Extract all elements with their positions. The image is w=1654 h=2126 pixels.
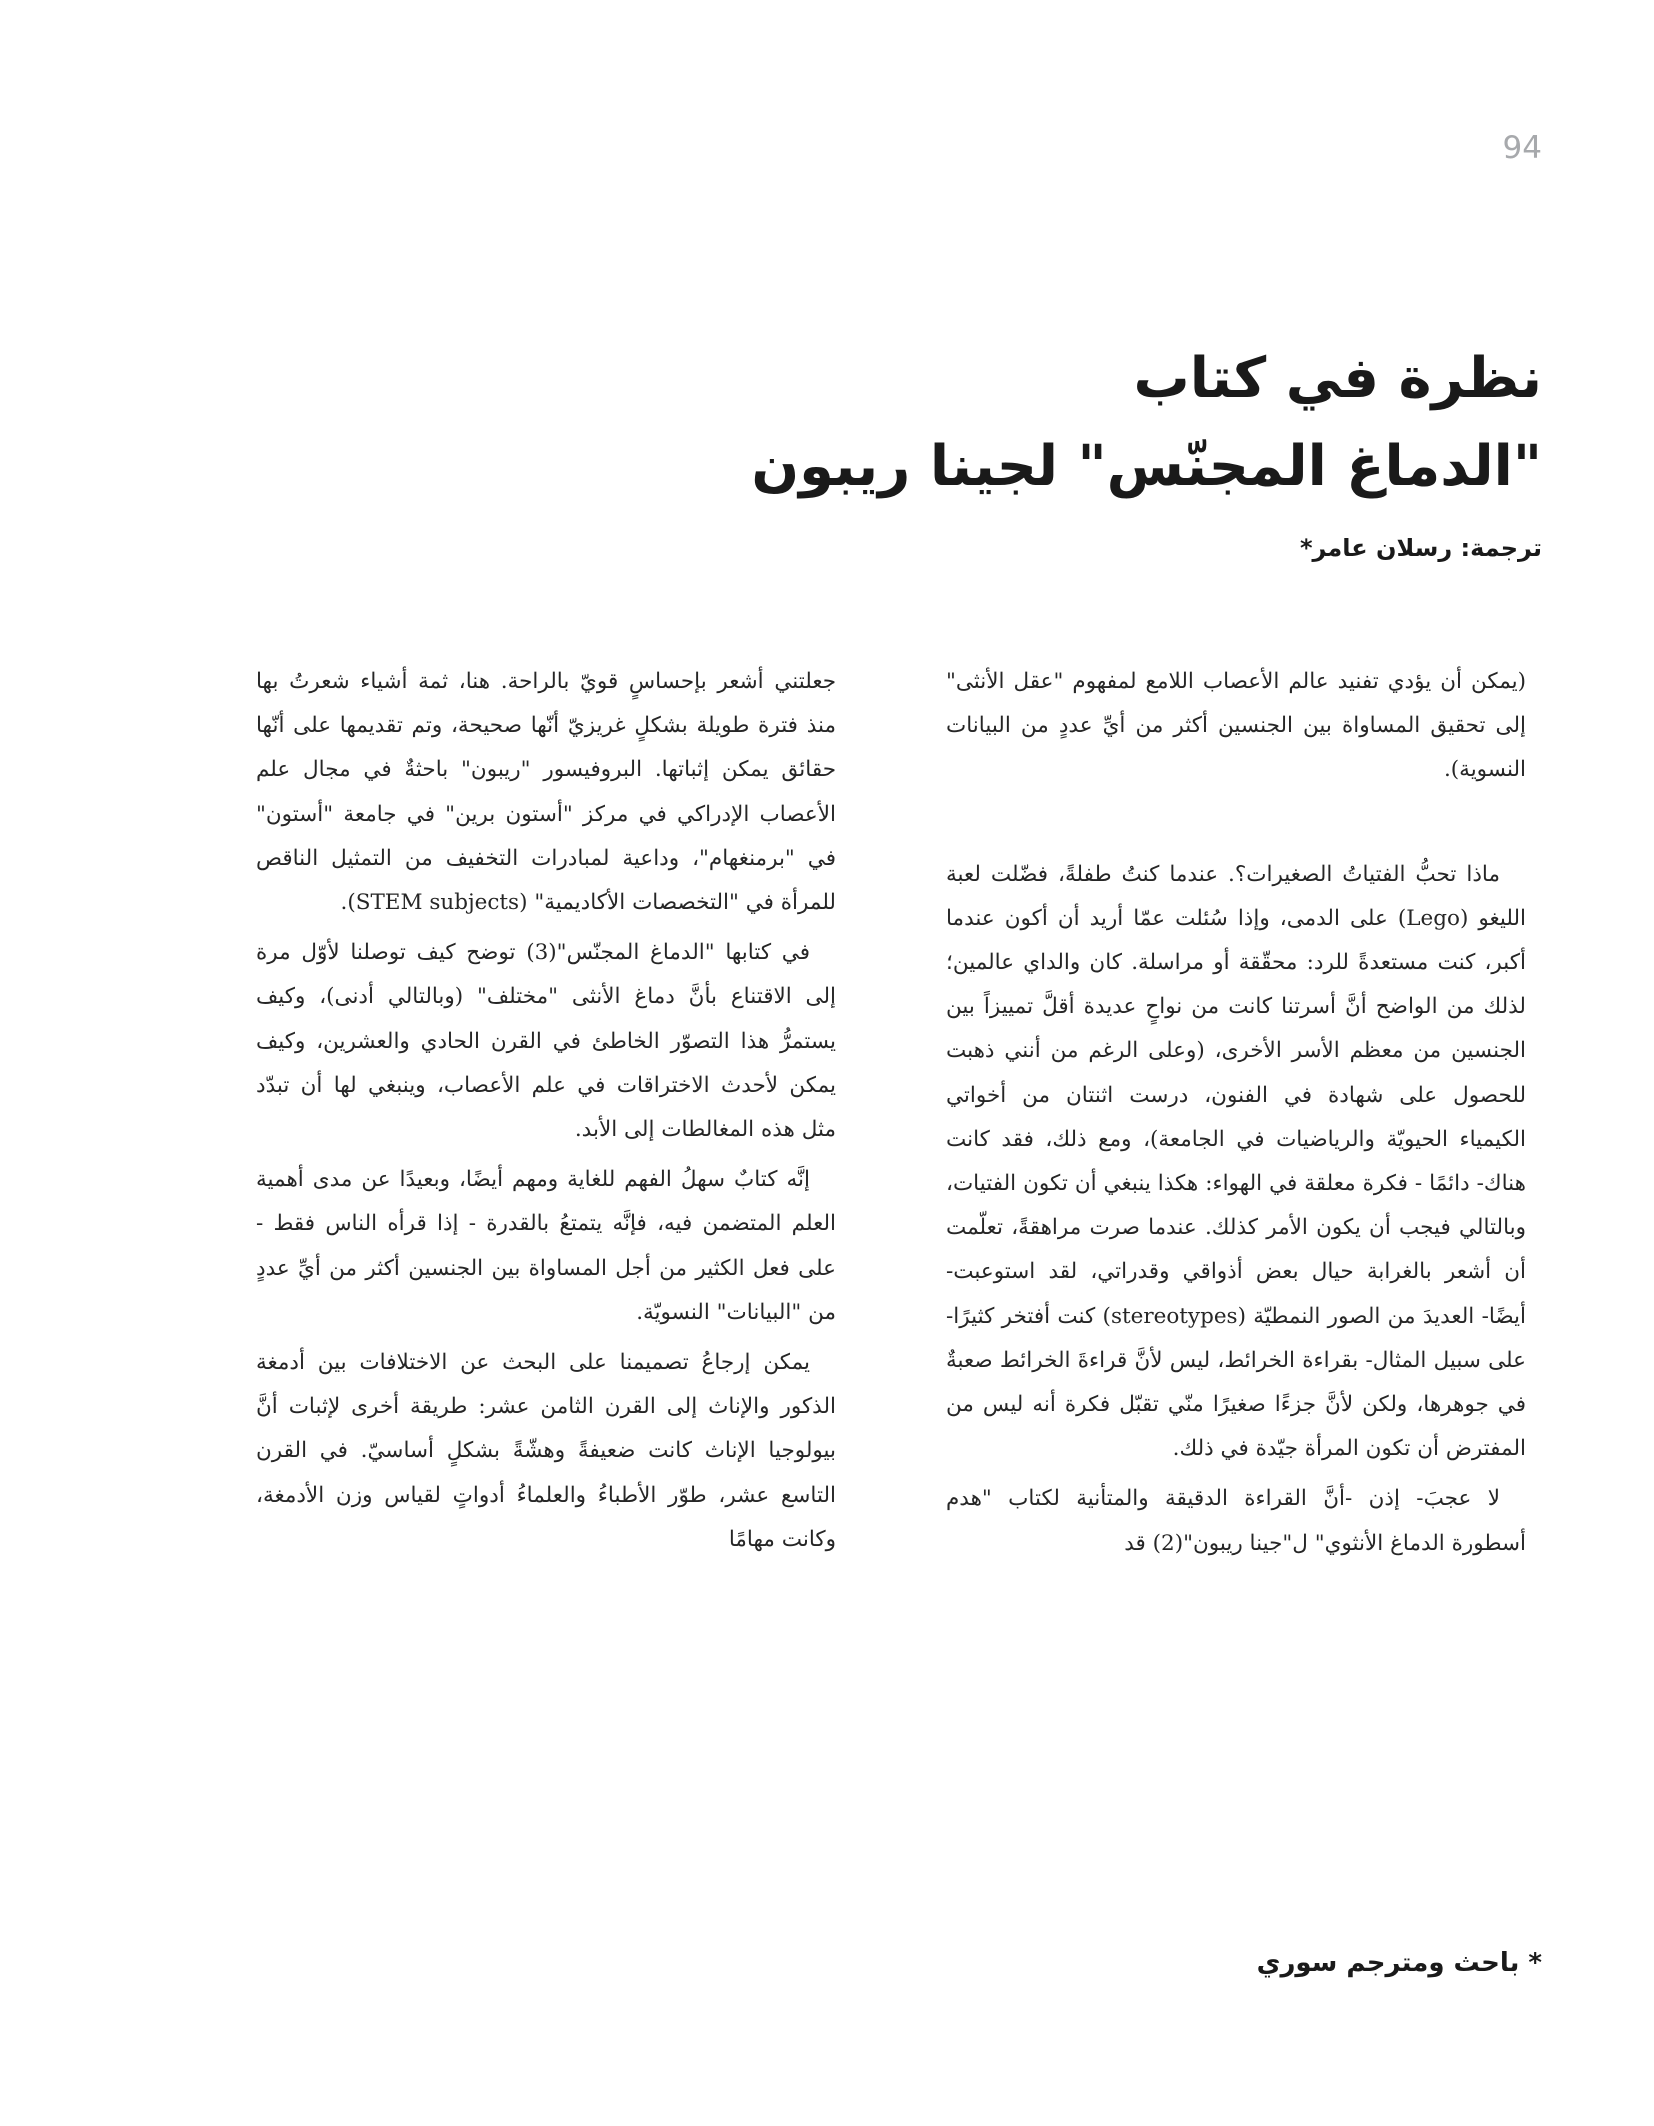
translator-credit: ترجمة: رسلان عامر* [1299,534,1542,562]
paragraph-continued: جعلتني أشعر بإحساسٍ قويّ بالراحة. هنا، ثمة أشياء شعرتُ بها منذ فترة طويلة بشكلٍ غريزيّ أنّها صحيحة، وتم تقديمها على أنّها حقائق يمكن إثباتها. البروفيسور "ريبون" باحثةٌ في مجال علم الأعصاب الإدراكي في مركز "أستون برين" في جامعة "أستون" في "برمنغهام"، وداعية لمبادرات التخفيف من التمثيل الناقص للمرأة في "التخصصات الأكاديمية" (STEM subjects). [256,669,836,916]
title-line-2: "الدماغ المجنّس" لجينا ريبون [751,434,1542,499]
title-line-1: نظرة في كتاب [1133,346,1542,411]
text-column-left [256,660,836,1562]
text-column-right [946,660,1526,1566]
paragraph: في كتابها "الدماغ المجنّس"(3) توضح كيف توصلنا لأوّل مرة إلى الاقتناع بأنَّ دماغ الأنثى "مختلف" (وبالتالي أدنى)، وكيف يستمرُّ هذا التصوّر الخاطئ في القرن الحادي والعشرين، وكيف يمكن لأحدث الاختراقات في علم الأعصاب، وينبغي لها أن تبدّد مثل هذه المغالطات إلى الأبد. [256,940,836,1143]
author-footnote: * باحث ومترجم سوري [1256,1948,1542,1978]
paragraph: إنَّه كتابٌ سهلُ الفهم للغاية ومهم أيضًا، وبعيدًا عن مدى أهمية العلم المتضمن فيه، فإنَّه يتمتعُ بالقدرة - إذا قرأه الناس فقط - على فعل الكثير من أجل المساواة بين الجنسين أكثر من أيِّ عددٍ من "البيانات" النسويّة. [256,1167,836,1325]
paragraph: يمكن إرجاعُ تصميمنا على البحث عن الاختلافات بين أدمغة الذكور والإناث إلى القرن الثامن عشر: طريقة أخرى لإثبات أنَّ بيولوجيا الإناث كانت ضعيفةً وهشّةً بشكلٍ أساسيّ. في القرن التاسع عشر، طوّر الأطباءُ والعلماءُ أدواتٍ لقياس وزن الأدمغة، وكانت مهامًا [256,1350,836,1552]
article-title [642,335,1542,511]
paragraph-intro: (يمكن أن يؤدي تفنيد عالم الأعصاب اللامع لمفهوم "عقل الأنثى" إلى تحقيق المساواة بين الجنسين أكثر من أيِّ عددٍ من البيانات النسوية). [946,669,1526,783]
paragraph: ماذا تحبُّ الفتياتُ الصغيرات؟. عندما كنتُ طفلةً، فضّلت لعبة الليغو (Lego) على الدمى، وإذا سُئلت عمّا أريد أن أكون عندما أكبر، كنت مستعدةً للرد: محقّقة أو مراسلة. كان والداي عالمين؛ لذلك من الواضح أنَّ أسرتنا كانت من نواحٍ عديدة أقلَّ تمييزاً بين الجنسين من معظم الأسر الأخرى، (وعلى الرغم من أنني ذهبت للحصول على شهادة في الفنون، درست اثنتان من أخواتي الكيمياء الحيويّة والرياضيات في الجامعة)، ومع ذلك، فقد كانت هناك- دائمًا - فكرة معلقة في الهواء: هكذا ينبغي أن تكون الفتيات، وبالتالي فيجب أن يكون الأمر كذلك. عندما صرت مراهقةً، تعلّمت أن أشعر بالغرابة حيال بعض أذواقي وقدراتي، لقد استوعبت- أيضًا- العديدَ من الصور النمطيّة (stereotypes) كنت أفتخر كثيرًا- على سبيل المثال- بقراءة الخرائط، ليس لأنَّ قراءةَ الخرائط صعبةٌ في جوهرها، ولكن لأنَّ جزءًا صغيرًا منّي تقبّل فكرة أنه ليس من المفترض أن تكون المرأة جيّدة في ذلك. [946,861,1526,1462]
page-number: 94 [1502,130,1542,166]
paragraph: لا عجبَ- إذن -أنَّ القراءة الدقيقة والمتأنية لكتاب "هدم أسطورة الدماغ الأنثوي" ل"جينا ريبون"(2) قد [946,1486,1526,1556]
